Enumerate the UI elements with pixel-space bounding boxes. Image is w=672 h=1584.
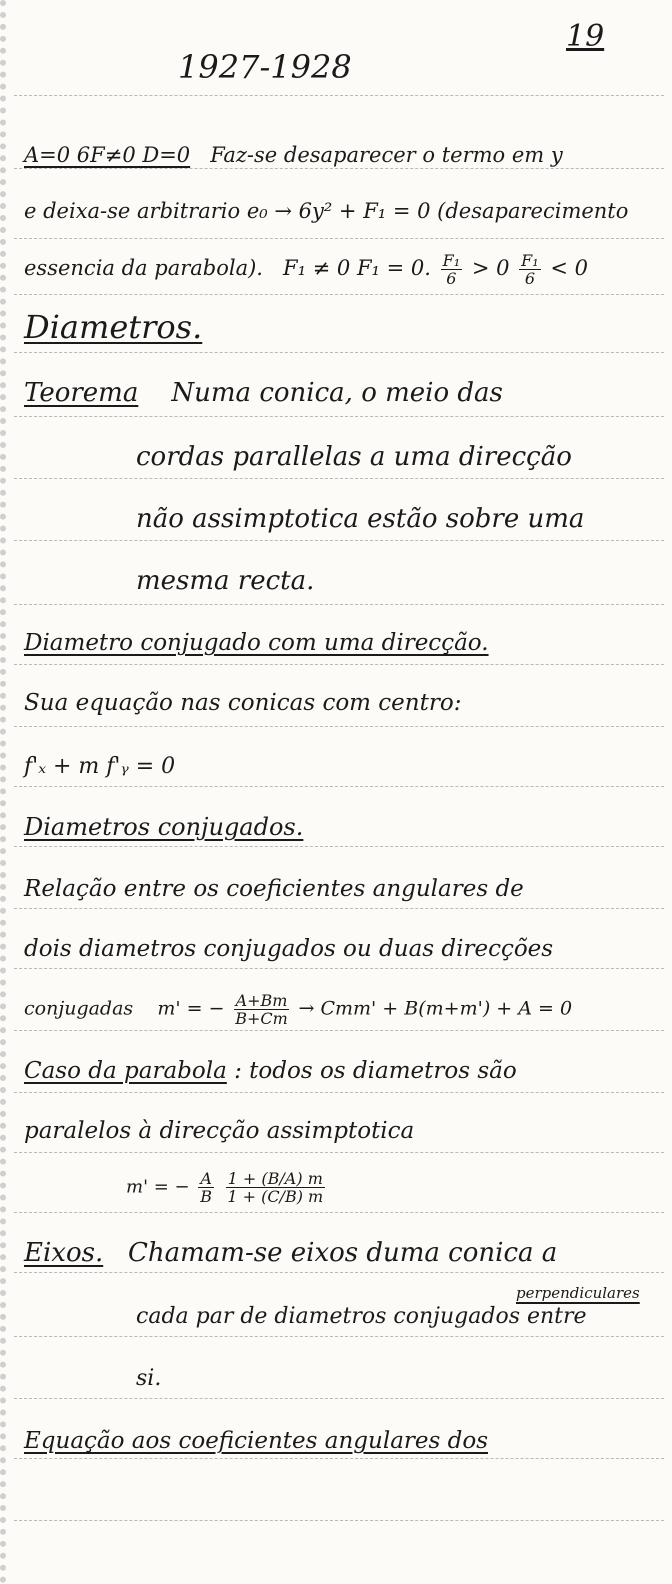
fraction-numerator: F₁ [442, 251, 461, 270]
ruled-line [14, 604, 664, 605]
fraction-denominator: 6 [524, 269, 536, 288]
page-number: 19 [566, 19, 605, 54]
ruled-line [14, 664, 664, 665]
ruled-line [14, 786, 664, 787]
ruled-line [14, 352, 664, 353]
ruled-line [14, 1272, 664, 1273]
margin-insertion: perpendiculares [516, 1284, 640, 1302]
formula-text: → Cmm' + B(m+m') + A = 0 [298, 997, 573, 1020]
ruled-line [14, 95, 664, 96]
ruled-line [14, 1092, 664, 1093]
fraction [234, 992, 290, 1027]
text-line: não assimptotica estão sobre uma [136, 504, 585, 534]
fraction-numerator: A [200, 1169, 212, 1188]
text-span: Equação aos coeficientes angulares dos [24, 1428, 488, 1454]
text-line: Sua equação nas conicas com centro: [24, 690, 462, 716]
fraction [226, 1170, 325, 1205]
text-span: Relação entre os coeficientes angulares de [24, 876, 524, 902]
fraction-numerator: A+Bm [235, 991, 288, 1010]
text-line: paralelos à direcção assimptotica [24, 1118, 415, 1144]
text-span: essencia da parabola). [24, 256, 263, 280]
equation: f'ₓ + m f'ᵧ = 0 [24, 754, 176, 779]
text-line [24, 1056, 517, 1086]
condition-text: F₁ ≠ 0 F₁ = 0. [283, 256, 431, 280]
inequality: < 0 [550, 256, 589, 280]
case-label: Caso da parabola [24, 1058, 227, 1084]
fraction-numerator: F₁ [521, 251, 539, 270]
inequality: > 0 [471, 256, 510, 280]
ruled-line [14, 238, 664, 239]
fraction-denominator: 6 [446, 269, 457, 288]
text-line: mesma recta. [136, 566, 315, 596]
formula-text: m' = − [126, 1176, 190, 1198]
formula-text: m' = − [157, 997, 225, 1020]
years-heading: 1927-1928 [178, 48, 352, 86]
text-line [24, 378, 503, 408]
ruled-line [14, 846, 664, 847]
text-line [24, 252, 588, 287]
fraction-numerator: 1 + (B/A) m [227, 1169, 323, 1188]
text-span: Numa conica, o meio das [171, 378, 503, 408]
text-line [24, 1238, 557, 1268]
ruled-line [14, 1212, 664, 1213]
fraction-denominator: B+Cm [235, 1009, 288, 1028]
text-line: Diametro conjugado com uma direcção. [24, 630, 489, 656]
text-span: Chamam-se eixos duma conica a [128, 1238, 558, 1268]
condition-label: A=0 6F≠0 D=0 [24, 143, 191, 167]
section-heading: Diametros. [24, 308, 203, 346]
ruled-line [14, 1030, 664, 1031]
ruled-line [14, 1152, 664, 1153]
text-line [24, 140, 563, 170]
ruled-line [14, 908, 664, 909]
equation [126, 1170, 328, 1205]
section-label: Eixos. [24, 1238, 104, 1268]
ruled-line [14, 726, 664, 727]
text-line: cada par de diametros conjugados entre [136, 1304, 587, 1329]
text-line: dois diametros conjugados ou duas direcções [24, 936, 554, 962]
text-line: e deixa-se arbitrario e₀ → 6y² + F₁ = 0 (desaparecimento [24, 199, 629, 223]
text-span: Faz-se desaparecer o termo em y [210, 143, 563, 167]
text-line [24, 992, 572, 1027]
text-line: si. [136, 1366, 162, 1391]
ruled-line [14, 1458, 664, 1459]
text-span: : todos os diametros são [234, 1058, 517, 1084]
ruled-line [14, 968, 664, 969]
text-line [24, 1426, 488, 1456]
fraction-denominator: B [200, 1187, 213, 1206]
fraction [198, 1170, 214, 1205]
ruled-line [14, 478, 664, 479]
ruled-line [14, 540, 664, 541]
section-heading: Diametros conjugados. [24, 813, 304, 841]
fraction-denominator: 1 + (C/B) m [227, 1187, 324, 1206]
theorem-label: Teorema [24, 378, 139, 408]
ruled-line [14, 1520, 664, 1521]
fraction [441, 252, 463, 287]
fraction [519, 252, 541, 287]
text-span: conjugadas [24, 997, 134, 1020]
ruled-line [14, 416, 664, 417]
text-line: cordas parallelas a uma direcção [136, 442, 572, 472]
ruled-line [14, 294, 664, 295]
ruled-line [14, 1336, 664, 1337]
text-line [24, 874, 524, 904]
ruled-line [14, 1398, 664, 1399]
